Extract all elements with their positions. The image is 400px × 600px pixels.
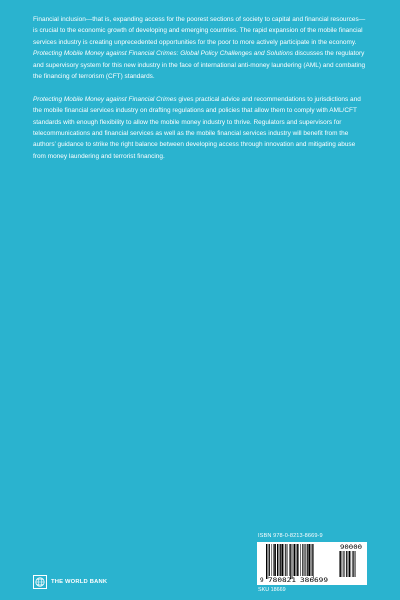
- barcode-graphic: [257, 542, 367, 585]
- barcode-digits-right: 386699: [300, 577, 329, 584]
- barcode-digits-left: 780821: [268, 577, 297, 584]
- barcode-price-code: 90000: [340, 544, 363, 551]
- sku-label: SKU 18669: [258, 587, 286, 593]
- book-title-italic: Protecting Mobile Money against Financial Crimes: Global Policy Challenges and Solutions: [33, 50, 293, 58]
- blurb-paragraph-1: [33, 14, 367, 82]
- globe-icon: [35, 577, 45, 587]
- blurb-paragraph-2-tail: gives practical advice and recommendations to jurisdictions and the mobile financial services industry on drafting regulations and policies that allow them to comply with AML/CFT standards with enough flexibility to allow the mobile money industry to thrive. Regulators and supervisors for telecommunications and financial services as well as the mobile financial services industry will benefit from the authors’ guidance to strike the right balance between developing access through innovation and mitigating abuse from money laundering and terrorist financing.: [33, 95, 361, 160]
- blurb-paragraph-1-tail: discusses the regulatory and supervisory system for this new industry in the face of international anti-money laundering (AML) and combating the financing of terrorism (CFT) standards.: [33, 50, 366, 81]
- isbn-label: ISBN 978-0-8213-8669-9: [258, 533, 323, 539]
- addon-bars: [339, 551, 356, 577]
- blurb-paragraph-2: [33, 94, 367, 162]
- blurb-intro-text: Financial inclusion—that is, expanding access for the poorest sections of society to capital and financial resources—is crucial to the economic growth of developing and emerging countries. The rapid expansion of the mobile financial services industry is creating unprecedented opportunities for the poor to more actively participate in the economy.: [33, 16, 366, 46]
- publisher-name: THE WORLD BANK: [51, 579, 108, 585]
- ean-bars: [266, 544, 314, 579]
- publisher-logo: [33, 575, 107, 589]
- back-cover-blurb: [33, 14, 367, 174]
- barcode: [257, 542, 367, 585]
- world-bank-globe-icon: [33, 575, 47, 589]
- book-title-short-italic: Protecting Mobile Money against Financial Crimes: [33, 95, 177, 103]
- barcode-digit-prefix: 9: [260, 577, 264, 584]
